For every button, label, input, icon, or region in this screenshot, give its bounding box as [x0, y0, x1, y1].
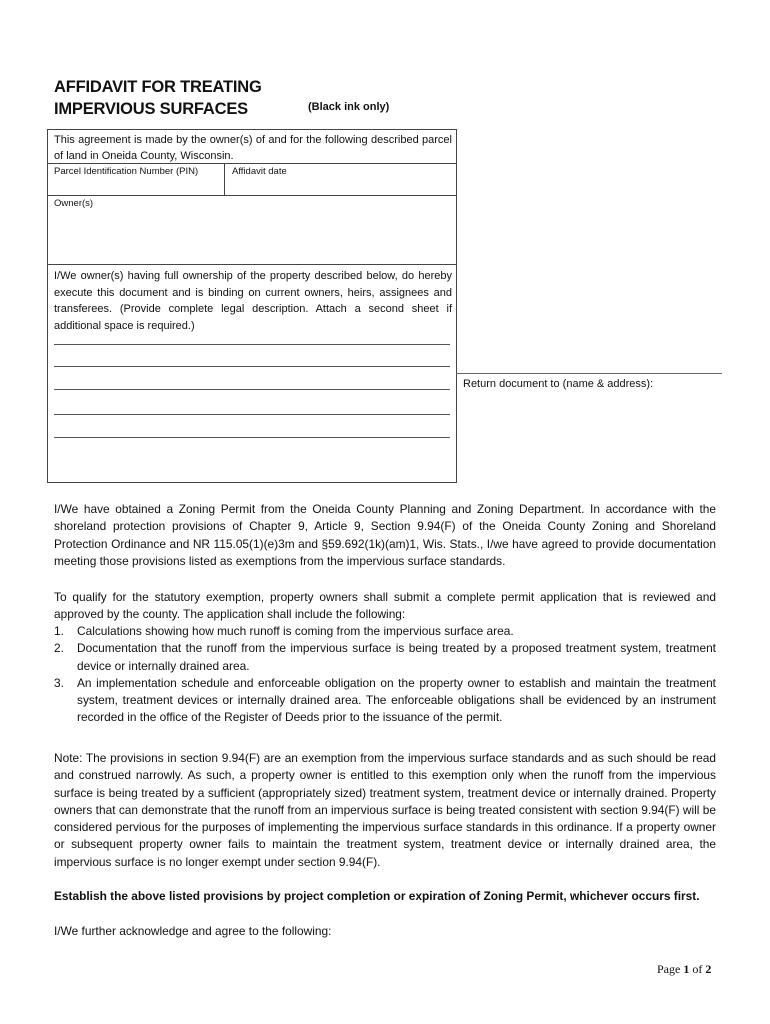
agreement-text: This agreement is made by the owner(s) of and for the following described parcel of land in Oneida County, Wisconsin.	[54, 134, 452, 162]
ownership-statement: I/We owner(s) having full ownership of the property described below, do hereby execute this document and is binding on current owners, heirs, assignees and transferees. (Provide complete legal description. Attach a second sheet if additional space is required.)	[54, 270, 452, 332]
list-text: Documentation that the runoff from the impervious surface is being treated by a proposed treatment system, treatment device or internally drained area.	[77, 641, 716, 673]
legal-description-line[interactable]	[54, 437, 450, 438]
qualify-paragraph: To qualify for the statutory exemption, property owners shall submit a complete permit application that is reviewed and approved by the county. The application shall include the following:	[54, 590, 716, 622]
form-divider	[48, 195, 456, 196]
document-title	[54, 76, 262, 120]
legal-description-line[interactable]	[54, 344, 450, 345]
requirements-list	[54, 623, 716, 727]
legal-description-line[interactable]	[54, 366, 450, 367]
list-number: 2.	[54, 641, 64, 656]
list-item	[54, 623, 716, 640]
list-number: 1.	[54, 624, 64, 638]
owners-label: Owner(s)	[54, 198, 94, 209]
owners-field[interactable]	[54, 212, 450, 252]
ink-note: (Black ink only)	[308, 101, 390, 113]
list-number: 3.	[54, 675, 64, 690]
title-line-2: IMPERVIOUS SURFACES	[54, 100, 248, 118]
affidavit-date-label: Affidavit date	[232, 166, 287, 177]
return-address-field[interactable]	[463, 396, 713, 476]
legal-description-line[interactable]	[54, 414, 450, 415]
page-number	[657, 962, 711, 977]
list-text: Calculations showing how much runoff is coming from the impervious surface area.	[77, 624, 514, 638]
return-document-label: Return document to (name & address):	[463, 378, 654, 390]
pin-date-divider	[224, 163, 225, 195]
page-of: of	[692, 962, 703, 976]
acknowledge-statement: I/We further acknowledge and agree to the following:	[54, 924, 332, 938]
page-total: 2	[705, 962, 712, 976]
list-item	[54, 675, 716, 727]
page-word: Page	[657, 962, 681, 976]
legal-description-line[interactable]	[54, 389, 450, 390]
return-section-divider	[456, 373, 722, 374]
form-divider	[48, 264, 456, 265]
pin-label: Parcel Identification Number (PIN)	[54, 166, 199, 177]
page-current: 1	[683, 962, 690, 976]
completion-statement: Establish the above listed provisions by project completion or expiration of Zoning Permit, whichever occurs first.	[54, 889, 700, 903]
list-text: An implementation schedule and enforceable obligation on the property owner to establish and maintain the treatment system, treatment devices or internally drained area. The enforceable obligations shall be evidenced by an instrument recorded in the office of the Register of Deeds prior to the issuance of the permit.	[77, 675, 716, 725]
parcel-form-box	[47, 129, 457, 483]
note-paragraph: Note: The provisions in section 9.94(F) are an exemption from the impervious surface standards and as such should be read and construed narrowly. As such, a property owner is entitled to this exemption only when the runoff from the impervious surface is being treated by a sufficient (appropriately sized) treatment system, treatment device or internally drained. Property owners that can demonstrate that the runoff from an impervious surface is being treated consistent with section 9.94(F) will be considered pervious for the purposes of implementing the impervious surface standards in this ordinance. If a property owner or subsequent property owner fails to maintain the treatment system, treatment device or internally drained area, the impervious surface is no longer exempt under section 9.94(F).	[54, 751, 716, 869]
list-item	[54, 640, 716, 675]
permit-paragraph: I/We have obtained a Zoning Permit from the Oneida County Planning and Zoning Department. In accordance with the shoreland protection provisions of Chapter 9, Article 9, Section 9.94(F) of the Oneida County Zoning and Shoreland Protection Ordinance and NR 115.05(1)(e)3m and §59.692(1k)(am)1, Wis. Stats., I/we have agreed to provide documentation meeting those provisions listed as exemptions from the impervious surface standards.	[54, 502, 716, 568]
title-line-1: AFFIDAVIT FOR TREATING	[54, 78, 262, 96]
form-divider	[48, 163, 456, 164]
